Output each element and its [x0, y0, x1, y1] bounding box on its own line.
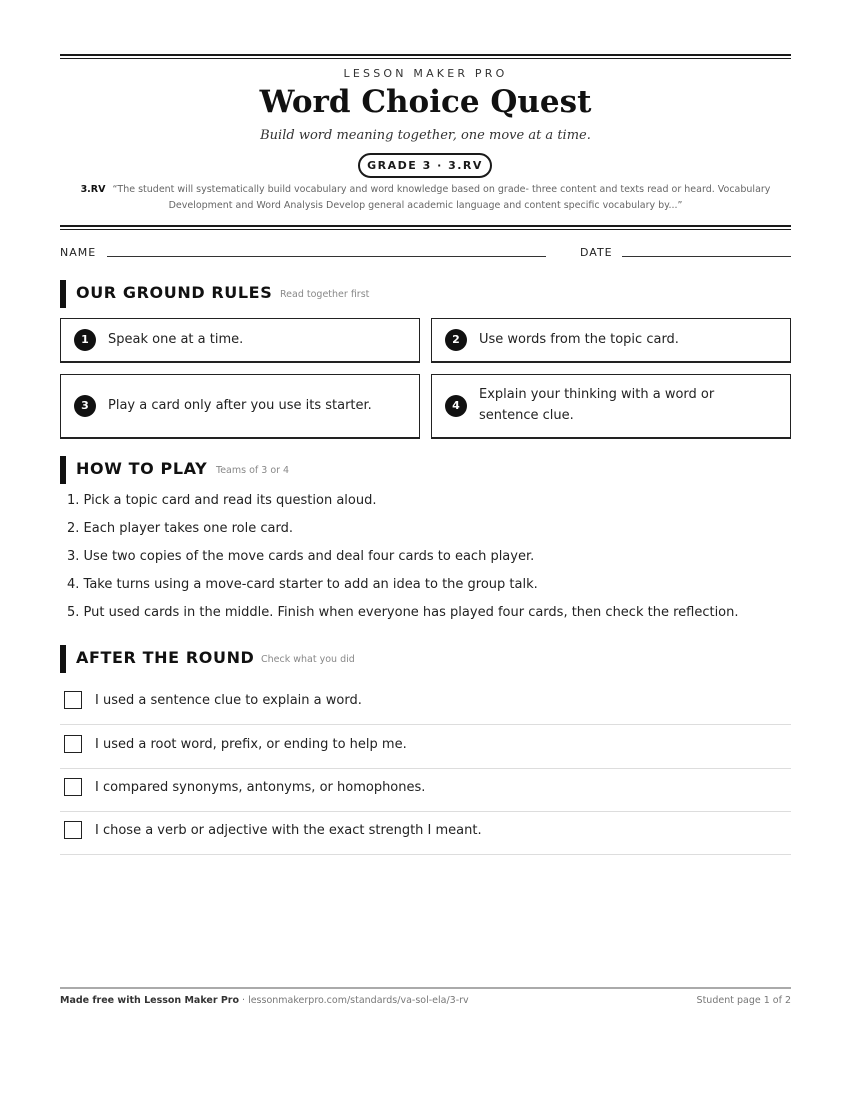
rule-text: Use words from the topic card. — [479, 332, 679, 347]
play-step: 1. Pick a topic card and read its question aloud. — [67, 493, 377, 508]
ground-rule-card — [60, 318, 420, 363]
reflection-text: I chose a verb or adjective with the exact strength I meant. — [95, 823, 482, 838]
how-to-play-header — [60, 456, 791, 484]
reflection-item — [60, 768, 791, 812]
play-step: 2. Each player takes one role card. — [67, 521, 293, 536]
rule-number-badge: 3 — [74, 395, 96, 417]
section-marker — [60, 645, 66, 673]
play-step: 4. Take turns using a move-card starter to add an idea to the group talk. — [67, 577, 538, 592]
section-marker — [60, 456, 66, 484]
reflection-text: I used a root word, prefix, or ending to help me. — [95, 737, 407, 752]
page-subtitle: Build word meaning together, one move at a time. — [260, 128, 591, 143]
section-heading: AFTER THE ROUND — [76, 648, 255, 667]
name-label: NAME — [60, 246, 97, 259]
footer-made-with: Made free with Lesson Maker Pro — [60, 995, 240, 1006]
page-title: Word Choice Quest — [259, 84, 592, 120]
reflection-checkbox[interactable] — [64, 821, 82, 839]
date-label: DATE — [580, 246, 613, 259]
section-heading: OUR GROUND RULES — [76, 283, 273, 302]
footer-credit — [60, 995, 469, 1006]
top-divider — [60, 54, 791, 56]
section-heading: HOW TO PLAY — [76, 459, 208, 478]
ground-rule-card — [60, 374, 420, 439]
rule-text: Speak one at a time. — [108, 332, 244, 347]
date-field[interactable] — [622, 256, 791, 257]
reflection-item — [60, 811, 791, 855]
rule-number-badge: 2 — [445, 329, 467, 351]
ground-rule-card — [431, 318, 791, 363]
section-marker — [60, 280, 66, 308]
grade-badge: GRADE 3 · 3.RV — [358, 153, 492, 178]
rule-text: Explain your thinking with a word or sentence clue. — [479, 387, 715, 423]
reflection-text: I compared synonyms, antonyms, or homophones. — [95, 780, 426, 795]
reflection-item — [60, 681, 791, 725]
footer-page-number: Student page 1 of 2 — [696, 995, 791, 1006]
play-step: 5. Put used cards in the middle. Finish when everyone has played four cards, then check the reflection. — [67, 605, 739, 620]
footer-divider — [60, 987, 791, 989]
reflection-checkbox[interactable] — [64, 735, 82, 753]
brand-name: LESSON MAKER PRO — [343, 67, 508, 80]
standard-description — [60, 182, 791, 214]
reflection-checkbox[interactable] — [64, 778, 82, 796]
standard-code: 3.RV — [80, 184, 106, 195]
reflection-text: I used a sentence clue to explain a word. — [95, 693, 362, 708]
rule-text: Play a card only after you use its starter. — [108, 398, 372, 413]
footer-url-link[interactable]: lessonmakerpro.com/standards/va-sol-ela/3-rv — [248, 995, 469, 1006]
after-round-header — [60, 645, 791, 673]
name-field[interactable] — [107, 256, 546, 257]
header-divider — [60, 225, 791, 227]
play-step: 3. Use two copies of the move cards and deal four cards to each player. — [67, 549, 535, 564]
rule-number-badge: 4 — [445, 395, 467, 417]
standard-text: “The student will systematically build vocabulary and word knowledge based on grade- three content and texts read or heard. Vocabulary Development and Word Analysis Develop general academic language and content specific vocabulary by...” — [112, 184, 771, 211]
ground-rules-header — [60, 280, 791, 308]
section-hint: Read together first — [280, 289, 370, 300]
worksheet-page — [60, 0, 791, 1100]
ground-rule-card — [431, 374, 791, 439]
section-hint: Check what you did — [261, 654, 355, 665]
rule-number-badge: 1 — [74, 329, 96, 351]
section-hint: Teams of 3 or 4 — [216, 465, 290, 476]
reflection-item — [60, 725, 791, 769]
footer-separator: · — [239, 995, 249, 1006]
reflection-checkbox[interactable] — [64, 691, 82, 709]
